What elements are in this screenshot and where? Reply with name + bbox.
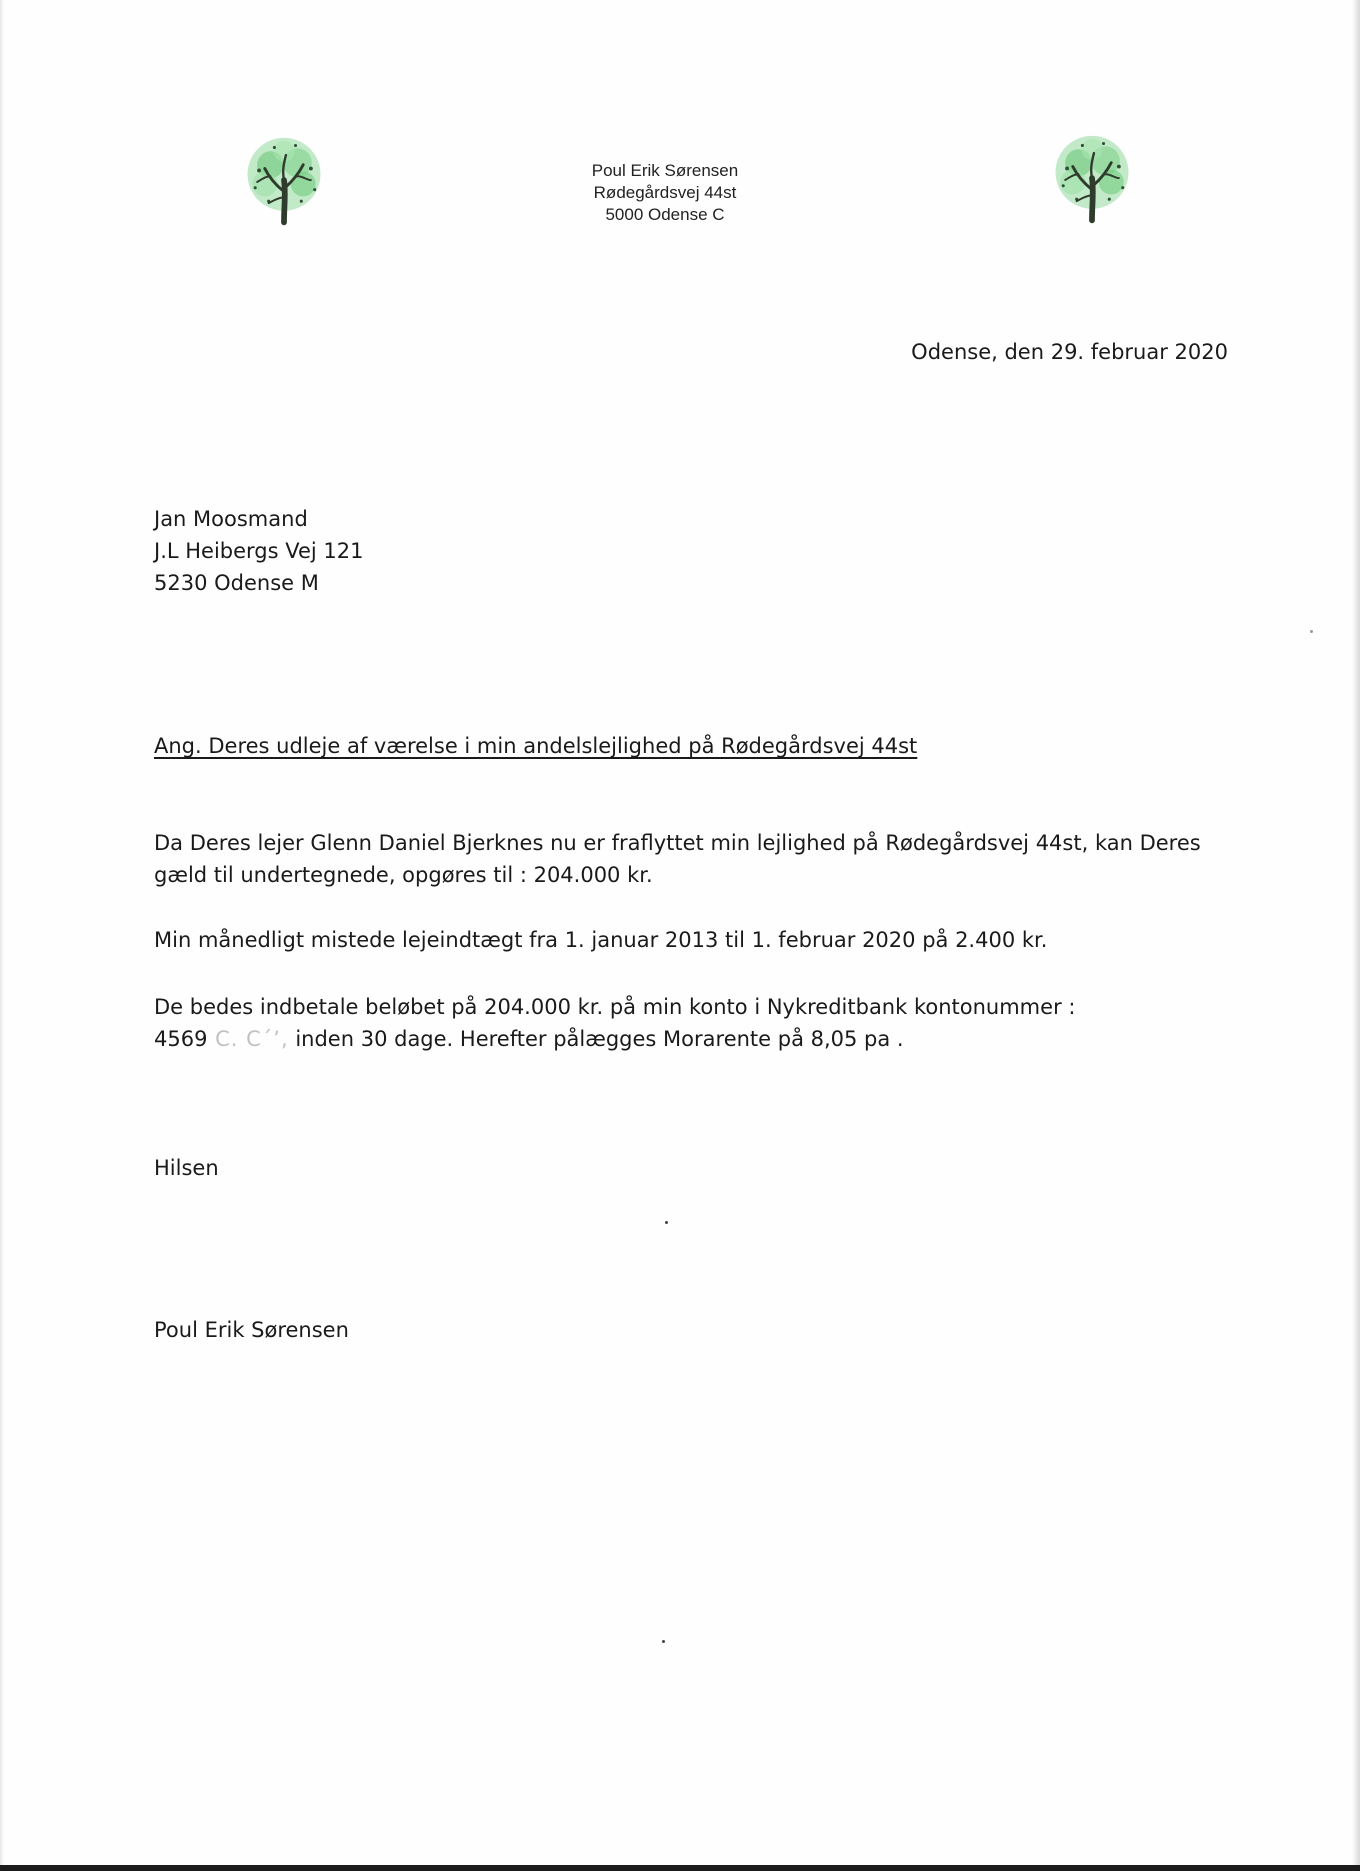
sender-name: Poul Erik Sørensen — [591, 161, 739, 180]
paragraph-line: Min månedligt mistede lejeindtægt fra 1. januar 2013 til 1. februar 2020 på 2.400 kr. — [154, 928, 1048, 952]
signature-name: Poul Erik Sørensen — [154, 1318, 349, 1342]
scan-speck — [665, 1221, 668, 1224]
paragraph-line: Da Deres lejer Glenn Daniel Bjerknes nu er fraflyttet min lejlighed på Rødegårdsvej 44st, kan Deres — [154, 831, 1201, 855]
paragraph-line — [154, 1023, 1075, 1055]
paragraph-line: De bedes indbetale beløbet på 204.000 kr. på min konto i Nykreditbank kontonummer : — [154, 995, 1076, 1019]
paragraph-lost-rent — [154, 924, 1047, 956]
scan-edge-bottom — [0, 1865, 1360, 1871]
sender-street: Rødegårdsvej 44st — [593, 183, 737, 202]
closing-greeting: Hilsen — [154, 1156, 219, 1180]
paragraph-debt — [154, 827, 1201, 891]
tree-icon — [1044, 132, 1140, 228]
account-number-prefix: 4569 — [154, 1027, 208, 1051]
scan-speck — [1310, 630, 1313, 633]
recipient-address — [154, 503, 364, 599]
recipient-city: 5230 Odense M — [154, 571, 319, 595]
tree-icon — [236, 134, 332, 230]
scan-speck — [662, 1640, 665, 1643]
paragraph-payment — [154, 991, 1075, 1055]
letter-subject: Ang. Deres udleje af værelse i min andelslejlighed på Rødegårdsvej 44st — [154, 734, 918, 758]
recipient-street: J.L Heibergs Vej 121 — [154, 539, 364, 563]
letter-date: Odense, den 29. februar 2020 — [911, 340, 1228, 364]
account-number-redacted: C. C´ʼ, — [207, 1027, 289, 1051]
sender-city: 5000 Odense C — [605, 205, 725, 224]
recipient-name: Jan Moosmand — [154, 507, 308, 531]
scan-edge-left — [0, 0, 4, 1871]
payment-terms: inden 30 dage. Herefter pålægges Morarente på 8,05 pa . — [288, 1027, 904, 1051]
paragraph-line: gæld til undertegnede, opgøres til : 204.000 kr. — [154, 863, 653, 887]
letterhead — [480, 160, 850, 226]
scan-edge-right — [1352, 0, 1360, 1871]
